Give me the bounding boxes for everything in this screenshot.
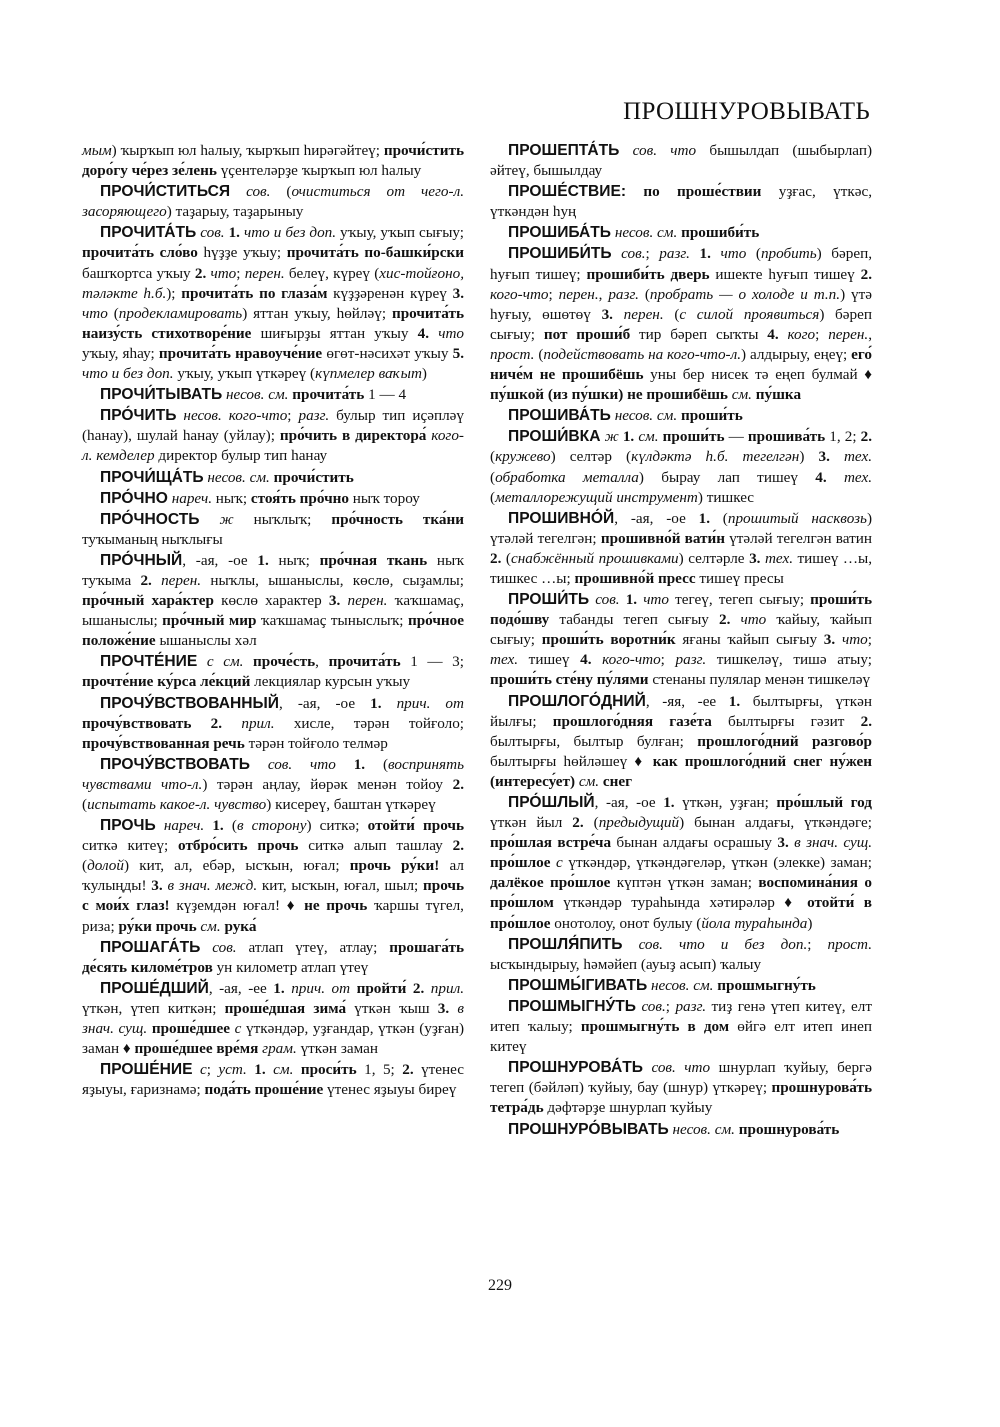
dictionary-entry: ПРОШИВА́ТЬ несов. см. проши́ть	[508, 407, 743, 425]
dictionary-entry: ПРОЧУ́ВСТВОВАТЬ сов. что 1. (воспринять чувствами что-л.) тәрән аңлау, йөрәк менән тойоу 2. (испытать какое-л. чувство) кисереү, баштан үткәреү	[82, 755, 465, 813]
dictionary-entry: ПРОШЛОГО́ДНИЙ, -яя, -ее 1. былтырғы, үткән йылғы; прошлого́дняя газе́та былтырғы гәзит 2. былтырғы, былтыр булған; прошлого́дний разгово́р былтырғы һөйләшеү ♦ как прошлого́дний снег ну́жен (интересу́ет) см. снег	[490, 692, 873, 790]
dictionary-entry: ПРОШИВНО́Й, -ая, -ое 1. (прошитый насквозь) үтәләй тегелгән; прошивно́й вати́н үтәләй тегелгән ватин 2. (снабжённый прошивками) селтәрле 3. тех. тишеү …ы, тишкес …ы; прошивно́й пресс тишеү пресы	[490, 509, 873, 587]
dictionary-entry: ПРОШИ́ТЬ сов. 1. что тегеү, тегеп сығыу; проши́ть подо́шву табанды тегеп сығыу 2. что ҡайыу, ҡайып сығыу; проши́ть воротни́к яғаны ҡайып сығыу 3. что; тех. тишеү 4. кого-что; разг. тишкеләү, тишә атыу; проши́ть сте́ну пу́лями стенаны пулялар менән тишкеләү	[490, 591, 873, 689]
dictionary-entry: ПРОШАГА́ТЬ сов. атлап үтеү, атлау; прошага́ть де́сять киломе́тров ун километр атлап үтеү	[82, 938, 464, 976]
dictionary-entry: ПРОЧЬ нареч. 1. (в сторону) ситкә; отойти́ прочь ситкә китеү; отбро́сить прочь ситкә алып ташлау 2. (долой) кит, ал, ебәр, ысҡын, юғал; прочь ру́ки! ал ҡулыңды! 3. в знач. межд. кит, ысҡын, юғал, шыл; прочь с мои́х глаз! күҙемдән юғал! ♦ не прочь ҡаршы түгел, риза; ру́ки прочь см. рука́	[82, 817, 465, 935]
dictionary-entry: ПРО́ЧНЫЙ, -ая, -ое 1. ныҡ; про́чная ткань ныҡ туҡыма 2. перен. ныҡлы, ышаныслы, көслө, сыҙамлы; про́чный хара́ктер көслө характер 3. перен. ҡаҡшамаҫ, ышаныслы; про́чный мир ҡаҡшамаҫ тыныслыҡ; про́чное положе́ние ышаныслы хәл	[82, 551, 465, 650]
dictionary-entry: ПРОЧИ́СТИТЬСЯ сов. (очиститься от чего-л. засоряющего) таҙарыу, таҙарыныу	[82, 183, 464, 221]
right-column	[490, 141, 872, 1141]
dictionary-entry: ПРОЧИ́ЩА́ТЬ несов. см. прочи́стить	[100, 468, 354, 486]
dictionary-entry: ПРОШМЫ́ГИВАТЬ несов. см. прошмыгну́ть	[508, 976, 816, 994]
dictionary-entry: ПРО́ЧНОСТЬ ж ныҡлыҡ; про́чность тка́ни туҡыманың ныҡлығы	[82, 510, 465, 548]
dictionary-entry: ПРОЧИ́ТЫВАТЬ несов. см. прочита́ть 1 — 4	[100, 386, 407, 404]
dictionary-entry: ПРО́ЧИТЬ несов. кого-что; разг. булыр тип иҫәпләү (һанау), шулай һанау (уйлау); про́чить в директора́ кого-л. кемделер директор булыр тип һанау	[82, 407, 464, 465]
dictionary-entry: ПРОШИ́ВКА ж 1. см. проши́ть — прошива́ть 1, 2; 2. (кружево) селтәр (күлдәктә һ.б. тегелгән) 3. тех. (обработка металла) бырау лап тишеү 4. тех. (металлорежущий инструмент) тишкес	[490, 428, 873, 506]
dictionary-entry: ПРОШЕ́НИЕ с; уст. 1. см. проси́ть 1, 5; 2. үтенес яҙыуы, ғаризнамә; пода́ть проше́ние үтенес яҙыуы биреү	[82, 1061, 465, 1099]
dictionary-entry: ПРОШИБА́ТЬ несов. см. прошиби́ть	[508, 224, 760, 242]
dictionary-entry: ПРОЧТЕ́НИЕ с см. проче́сть, прочита́ть 1 — 3; прочте́ние ку́рса ле́кций лекциялар курсын уҡыу	[82, 653, 464, 691]
dictionary-entry: ПРОШМЫГНУ́ТЬ сов.; разг. тиҙ генә үтеп китеү, елт итеп ҡалыу; прошмыгну́ть в дом өйгә елт итеп инеп китеү	[490, 997, 872, 1056]
dictionary-entry: ПРОШЛЯ́ПИТЬ сов. что и без доп.; прост. ысҡындырыу, һәмәйеп (ауыҙ асып) ҡалыу	[490, 935, 872, 973]
dictionary-entry: ПРОШИБИ́ТЬ сов.; разг. 1. что (пробить) бәреп, һуғып тишеү; прошиби́ть дверь ишекте һуғып тишеү 2. кого-что; перен., разг. (пробрать — о холоде и т.п.) үтә һуғыу, өшөтөү 3. перен. (с силой проявиться) бәреп сығыу; пот проши́б тир бәреп сыҡты 4. кого; перен., прост. (подействовать на кого-что-л.) алдырыу, еңеү; его́ ниче́м не прошибёшь уны бер нисек тә еңеп булмай ♦ пу́шкой (из пу́шки) не прошибёшь см. пу́шка	[490, 245, 873, 404]
left-column	[82, 141, 464, 1101]
dictionary-entry: ПРО́ШЛЫЙ, -ая, -ое 1. үткән, уҙған; про́шлый год үткән йыл 2. (предыдущий) бынан алдағы, үткәндәге; про́шлая встре́ча бынан алдағы осрашыу 3. в знач. сущ. про́шлое с үткәндәр, үткәндәгеләр, үткән (элекке) заман; далёкое про́шлое күптән үткән заман; воспомина́ния о про́шлом үткәндәр тураһында хәтирәләр ♦ отойти́ в про́шлое онотолоу, онот булыу (йола тураһында)	[490, 794, 873, 932]
dictionary-entry: ПРОЧИТА́ТЬ сов. 1. что и без доп. уҡыу, уҡып сығыу; прочита́ть сло́во һүҙҙе уҡыу; прочита́ть по-башки́рски башҡортса уҡыу 2. что; перен. белеү, күреү (хис-тойғоно, тәләкте һ.б.); прочита́ть по глаза́м күҙҙәренән күреү 3. что (продекламировать) яттан уҡыу, һөйләү; прочита́ть наизу́сть стихотворе́ние шиғырҙы яттан уҡыу 4. что уҡыу, яһау; прочита́ть нравоуче́ние өгөт-нәсихәт уҡыу 5. что и без доп. уҡыу, уҡып үткәреү (күпмелер ваҡыт)	[82, 224, 465, 383]
dictionary-entry: ПРОШЕ́ДШИЙ, -ая, -ее 1. прич. от пройти́ 2. прил. үткән, үтеп киткән; проше́дшая зима́ үткән ҡыш 3. в знач. сущ. проше́дшее с үткәндәр, уҙғандар, үткән (уҙған) заман ♦ проше́дшее вре́мя грам. үткән заман	[82, 979, 465, 1058]
dictionary-entry: ПРОШНУРОВА́ТЬ сов. что шнурлап ҡуйыу, бергә тегеп (бәйләп) ҡуйыу, бау (шнур) үткәреү; прошнурова́ть тетра́дь дәфтәрҙе шнурлап ҡуйыу	[490, 1059, 873, 1117]
dictionary-entry: ПРО́ЧНО нареч. ныҡ; стоя́ть про́чно ныҡ тороу	[100, 489, 420, 507]
page-number: 229	[488, 1277, 512, 1294]
dictionary-entry: ПРОЧУ́ВСТВОВАННЫЙ, -ая, -ое 1. прич. от прочу́вствовать 2. прил. хисле, тәрән тойғоло; прочу́вствованная речь тәрән тойғоло телмәр	[82, 694, 465, 752]
dictionary-entry: мым) ҡырҡып юл һалыу, ҡырҡып һирәгәйтеү; прочи́стить доро́гу че́рез зе́лень үҫентеләрҙе ҡырҡып юл һалыу	[82, 142, 464, 180]
running-head: ПРОШНУРОВЫВАТЬ	[623, 98, 870, 125]
dictionary-entry: ПРОШЕ́СТВИЕ: по проше́ствии уҙғас, үткәс, үткәндән һуң	[490, 183, 872, 221]
dictionary-entry: ПРОШНУРО́ВЫВАТЬ несов. см. прошнурова́ть	[508, 1120, 840, 1138]
dictionary-entry: ПРОШЕПТА́ТЬ сов. что бышылдап (шыбырлап) әйтеү, бышылдау	[490, 142, 873, 180]
